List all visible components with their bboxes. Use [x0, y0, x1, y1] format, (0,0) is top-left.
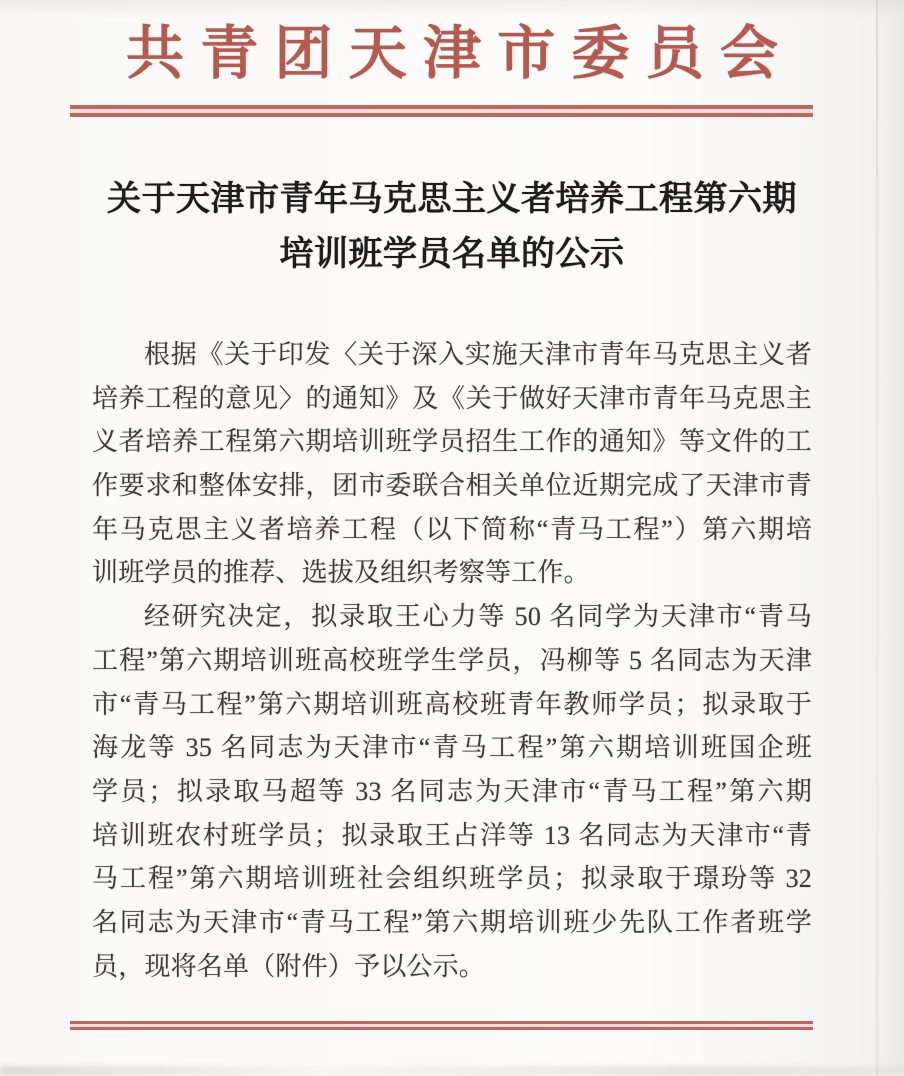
document-body	[92, 333, 812, 988]
body-text-line: 义者培养工程第六期培训班学员招生工作的通知》等文件的工	[92, 427, 812, 457]
body-text-line: 市“青马工程”第六期培训班高校班青年教师学员；拟录取于	[92, 689, 812, 719]
body-text-line: 培养工程的意见〉的通知》及《关于做好天津市青年马克思主	[92, 383, 812, 413]
photo-bottom-shadow	[0, 1066, 904, 1076]
header-rule	[70, 105, 813, 117]
body-text-line: 年马克思主义者培养工程（以下简称“青马工程”）第六期培	[92, 514, 812, 544]
body-text-line: 培训班农村班学员；拟录取王占洋等 13 名同志为天津市“青	[92, 820, 812, 850]
body-text-line: 训班学员的推荐、选拔及组织考察等工作。	[92, 558, 590, 588]
document-title-line1: 关于天津市青年马克思主义者培养工程第六期	[107, 181, 797, 218]
body-text-line: 工程”第六期培训班高校班学生学员，冯柳等 5 名同志为天津	[92, 645, 812, 675]
body-text-line: 名同志为天津市“青马工程”第六期培训班少先队工作者班学	[92, 907, 812, 937]
body-text-line: 作要求和整体安排，团市委联合相关单位近期完成了天津市青	[92, 471, 812, 501]
document-title	[0, 172, 904, 282]
org-name-header: 共青团天津市委员会	[126, 21, 795, 86]
body-text-line: 经研究决定，拟录取王心力等 50 名同学为天津市“青马	[144, 602, 812, 632]
body-text-line: 根据《关于印发〈关于深入实施天津市青年马克思主义者	[144, 340, 812, 369]
paper-edge	[876, 0, 878, 1076]
body-text-line: 海龙等 35 名同志为天津市“青马工程”第六期培训班国企班	[92, 733, 812, 763]
body-text-line: 学员；拟录取马超等 33 名同志为天津市“青马工程”第六期	[92, 776, 812, 806]
document-title-line2: 培训班学员名单的公示	[279, 236, 625, 273]
body-text-line: 员，现将名单（附件）予以公示。	[92, 951, 486, 981]
footer-rule	[70, 1021, 813, 1030]
body-text-line: 马工程”第六期培训班社会组织班学员；拟录取于璟玢等 32	[92, 864, 813, 894]
